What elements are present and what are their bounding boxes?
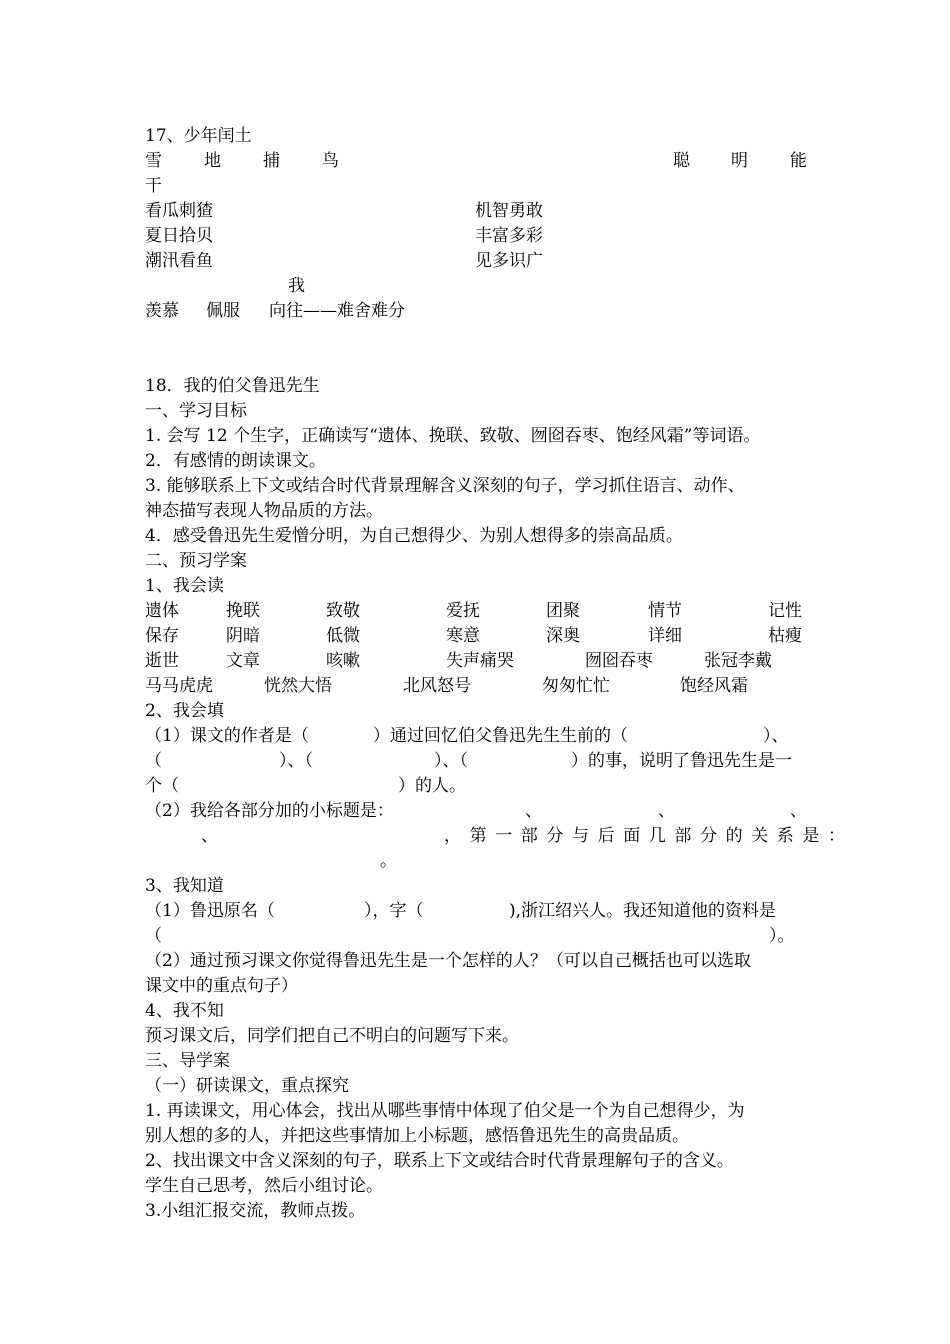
fill-line xyxy=(145,724,810,749)
vocab-word: 枯瘦 xyxy=(768,626,802,646)
know-text: （1）鲁迅原名（ xyxy=(145,901,275,921)
guide-1: 1. 再读课文，用心体会，找出从哪些事情中体现了伯父是一个为自己想得少，为 xyxy=(145,1101,745,1121)
guide-subheading: （一）研读课文，重点探究 xyxy=(145,1076,349,1096)
goal-3: 3. 能够联系上下文或结合时代背景理解含义深刻的句子，学习抓住语言、动作、 xyxy=(145,476,745,496)
feeling-word: 羡慕 xyxy=(145,301,179,321)
word-char: 能 xyxy=(790,151,807,171)
word-char: 雪 xyxy=(145,151,162,171)
guide-2-cont: 学生自己思考，然后小组讨论。 xyxy=(145,1176,383,1196)
goal-2: 2．有感情的朗读课文。 xyxy=(145,451,326,471)
goal-1: 1. 会写 12 个生字，正确读写“遗体、挽联、致敬、囫囵吞枣、饱经风霜”等词语。 xyxy=(145,426,761,446)
fill-text: ）、（ xyxy=(279,751,313,771)
quality-label: 机智勇敢 xyxy=(475,201,543,221)
event-label: 夏日拾贝 xyxy=(145,226,213,246)
unknown-text: 预习课文后，同学们把自己不明白的问题写下来。 xyxy=(145,1026,519,1046)
feelings-row xyxy=(145,299,810,324)
separator: 、 xyxy=(525,801,542,821)
vocab-word: 咳嗽 xyxy=(326,651,360,671)
lesson17-row1-wrap: 干 xyxy=(145,176,162,196)
lesson18-title: 18．我的伯父鲁迅先生 xyxy=(145,376,320,396)
feeling-word: 佩服 xyxy=(206,301,240,321)
vocab-word: 团聚 xyxy=(546,601,580,621)
period: 。 xyxy=(380,851,397,871)
know-2-cont: 课文中的重点句子） xyxy=(145,976,298,996)
word-row xyxy=(145,599,810,624)
fill-line xyxy=(145,824,854,849)
quality-label: 见多识广 xyxy=(475,251,543,271)
fill-text: ）、（ xyxy=(434,751,468,771)
event-label: 潮汛看鱼 xyxy=(145,251,213,271)
vocab-word: 匆匆忙忙 xyxy=(542,676,610,696)
fill-text: ）的事，说明了鲁迅先生是一 xyxy=(571,751,792,771)
word-row xyxy=(145,674,810,699)
know-text: ）。 xyxy=(769,926,795,946)
know-title: 3、我知道 xyxy=(145,876,224,896)
word-char: 明 xyxy=(731,151,748,171)
separator: 、 xyxy=(790,801,807,821)
vocab-word: 恍然大悟 xyxy=(264,676,332,696)
fill-text: 个（ xyxy=(145,776,179,796)
goal-4: 4．感受鲁迅先生爱憎分明，为自己想得少、为别人想得多的崇高品质。 xyxy=(145,526,683,546)
vocab-word: 记性 xyxy=(768,601,802,621)
vocab-word: 致敬 xyxy=(326,601,360,621)
fill-text: ）通过回忆伯父鲁迅先生生前的（ xyxy=(373,726,628,746)
separator: 、 xyxy=(201,826,218,846)
know-line xyxy=(145,924,810,949)
word-row xyxy=(145,649,810,674)
quality-label: 丰富多彩 xyxy=(475,226,543,246)
know-text: ),浙江绍兴人。我还知道他的资料是 xyxy=(509,901,777,921)
vocab-word: 遗体 xyxy=(145,601,179,621)
vocab-word: 逝世 xyxy=(145,651,179,671)
know-text: （ xyxy=(145,926,162,946)
word-char: 地 xyxy=(204,151,221,171)
vocab-word: 北风怒号 xyxy=(403,676,471,696)
lesson17-row xyxy=(145,224,810,249)
lesson17-row1 xyxy=(145,149,810,174)
feeling-word: 向往——难舍难分 xyxy=(269,301,405,321)
word-char: 鸟 xyxy=(322,151,339,171)
know-text: ），字（ xyxy=(364,901,424,921)
vocab-word: 文章 xyxy=(226,651,260,671)
vocab-word: 囫囵吞枣 xyxy=(585,651,653,671)
vocab-word: 张冠李戴 xyxy=(704,651,772,671)
fill-line xyxy=(145,774,810,799)
event-label: 看瓜刺猹 xyxy=(145,201,213,221)
heading-guide: 三、导学案 xyxy=(145,1051,230,1071)
word-char: 捕 xyxy=(263,151,280,171)
fill-text: ，第一部分与后面几部分的关系是： xyxy=(444,826,854,846)
fill-text: （1）课文的作者是（ xyxy=(145,726,309,746)
fill-text: （2）我给各部分加的小标题是： xyxy=(145,801,394,821)
vocab-word: 低微 xyxy=(326,626,360,646)
word-row xyxy=(145,624,810,649)
guide-1-cont: 别人想的多的人，并把这些事情加上小标题，感悟鲁迅先生的高贵品质。 xyxy=(145,1126,689,1146)
know-2: （2）通过预习课文你觉得鲁迅先生是一个怎样的人？（可以自己概括也可以选取 xyxy=(145,951,751,971)
unknown-title: 4、我不知 xyxy=(145,1001,224,1021)
fill-text: ）的人。 xyxy=(398,776,466,796)
vocab-word: 详细 xyxy=(648,626,682,646)
fill-text: （ xyxy=(145,751,162,771)
lesson17-title: 17、少年闰土 xyxy=(145,126,252,146)
goal-3-cont: 神态描写表现人物品质的方法。 xyxy=(145,501,383,521)
vocab-word: 饱经风霜 xyxy=(680,676,748,696)
guide-3: 3.小组汇报交流，教师点拨。 xyxy=(145,1201,366,1221)
vocab-word: 挽联 xyxy=(226,601,260,621)
vocab-word: 情节 xyxy=(648,601,682,621)
vocab-word: 马马虎虎 xyxy=(145,676,213,696)
fill-line xyxy=(145,749,810,774)
word-char: 聪 xyxy=(673,151,690,171)
vocab-word: 失声痛哭 xyxy=(446,651,514,671)
vocab-word: 阴暗 xyxy=(226,626,260,646)
vocab-word: 深奥 xyxy=(546,626,580,646)
lesson17-row xyxy=(145,249,810,274)
know-line xyxy=(145,899,810,924)
vocab-word: 爱抚 xyxy=(446,601,480,621)
vocab-word: 寒意 xyxy=(446,626,480,646)
me-label: 我 xyxy=(288,276,305,296)
guide-2: 2、找出课文中含义深刻的句子，联系上下文或结合时代背景理解句子的含义。 xyxy=(145,1151,734,1171)
vocab-word: 保存 xyxy=(145,626,179,646)
heading-preview: 二、预习学案 xyxy=(145,551,247,571)
read-title: 1、我会读 xyxy=(145,576,224,596)
separator: 、 xyxy=(658,801,675,821)
fill-line xyxy=(145,799,810,824)
fill-text: ）、 xyxy=(763,726,789,746)
heading-goals: 一、学习目标 xyxy=(145,401,247,421)
fill-title: 2、我会填 xyxy=(145,701,224,721)
lesson17-row xyxy=(145,199,810,224)
